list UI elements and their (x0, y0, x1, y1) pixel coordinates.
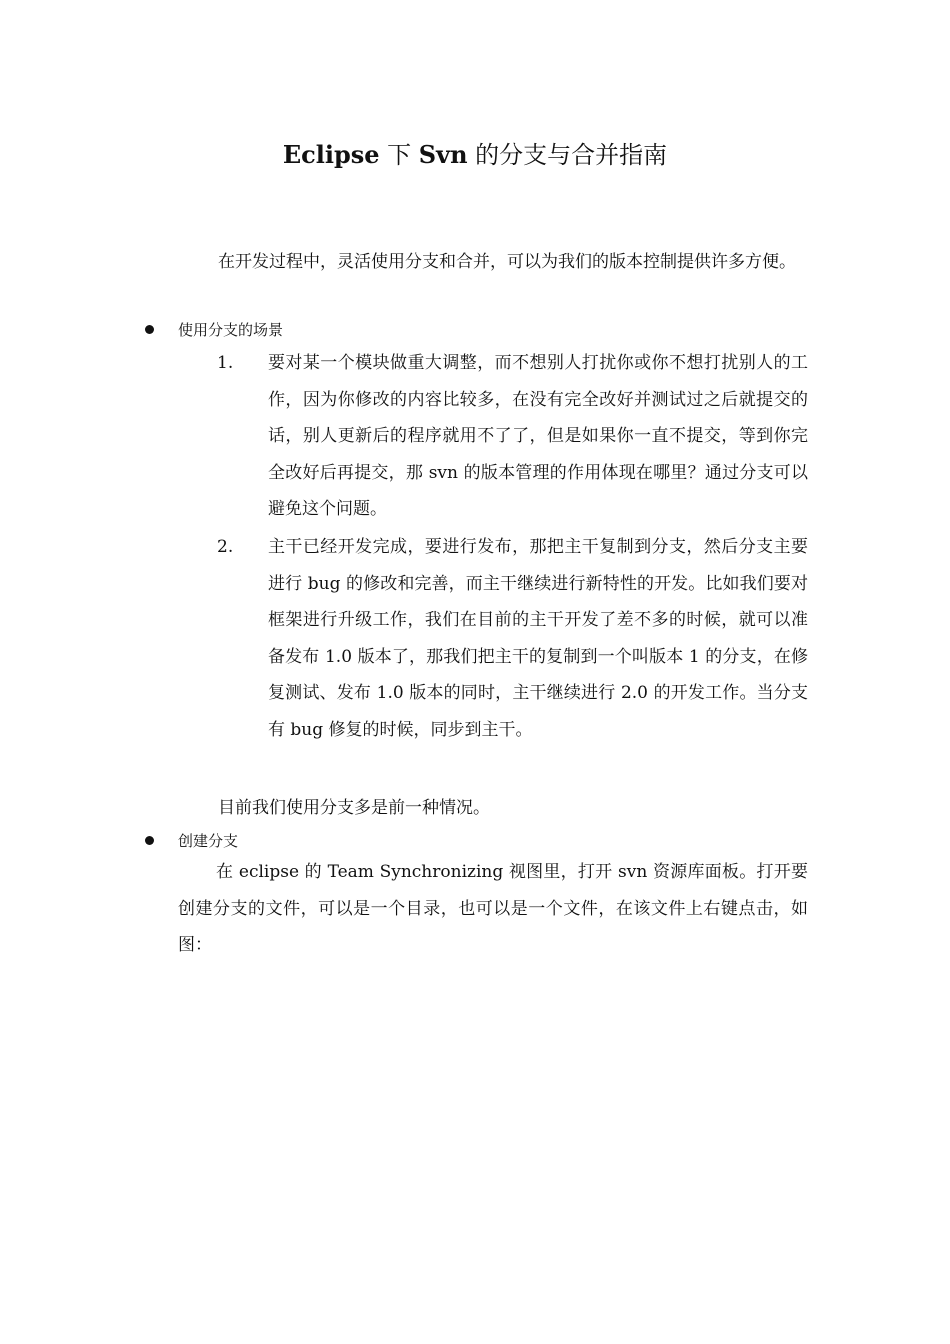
bullet-icon (145, 836, 154, 845)
title-rest: 的分支与合并指南 (467, 141, 668, 169)
intro-paragraph: 在开发过程中，灵活使用分支和合并，可以为我们的版本控制提供许多方便。 (218, 252, 796, 272)
document-title (0, 137, 950, 173)
title-eclipse: Eclipse (282, 140, 380, 169)
section-heading-branch-scenarios (178, 319, 283, 341)
list-item-text: 主干已经开发完成，要进行发布，那把主干复制到分支，然后分支主要进行 bug 的修改和完善，而主干继续进行新特性的开发。比如我们要对框架进行升级工作，我们在目前的主干开发了差不多的时候，就可以准备发布 1.0 版本了，那我们把主干的复制到一个叫版本 1 的分支，在修复测试、发布 1.0 版本的同时，主干继续进行 2.0 的开发工作。当分支有 bug 修复的时候，同步到主干。 (268, 537, 808, 740)
title-connector: 下 (379, 141, 419, 169)
list-item-text: 要对某一个模块做重大调整，而不想别人打扰你或你不想打扰别人的工作，因为你修改的内容比较多，在没有完全改好并测试过之后就提交的话，别人更新后的程序就用不了了，但是如果你一直不提交，等到你完全改好后再提交，那 svn 的版本管理的作用体现在哪里？通过分支可以避免这个问题。 (268, 353, 808, 519)
list-number: 2. (217, 537, 234, 557)
create-branch-paragraph: 在 eclipse 的 Team Synchronizing 视图里，打开 svn 资源库面板。打开要创建分支的文件，可以是一个目录，也可以是一个文件，在该文件上右键点击，如图： (178, 862, 808, 955)
section-heading-text: 使用分支的场景 (178, 321, 284, 339)
list-number: 1. (217, 353, 234, 373)
section-heading-create-branch (178, 830, 238, 852)
summary-paragraph: 目前我们使用分支多是前一种情况。 (218, 798, 490, 818)
bullet-icon (145, 325, 154, 334)
title-svn: Svn (418, 140, 468, 169)
section-heading-text: 创建分支 (178, 832, 239, 850)
